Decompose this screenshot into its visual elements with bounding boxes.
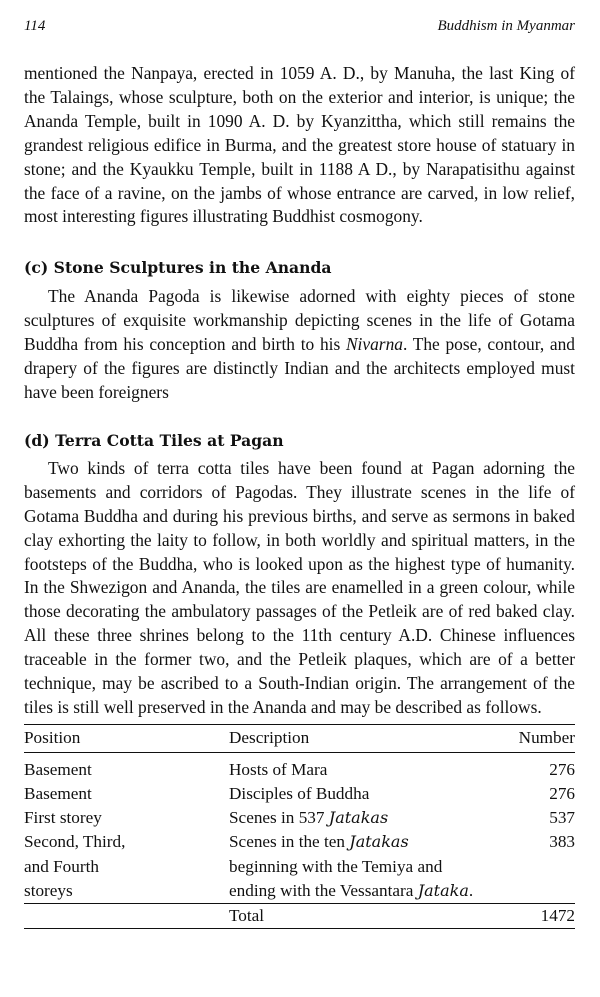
table-row <box>24 752 575 782</box>
page-header <box>24 18 575 40</box>
cell-empty <box>24 904 229 929</box>
section-c-paragraph <box>24 285 575 405</box>
cell-position-line: storeys <box>24 880 73 900</box>
cell-description-text: Scenes in the ten <box>229 832 350 852</box>
section-c-text-1: The Ananda Pagoda is likewise adorned with eighty pieces of stone sculptures of exquisite workmanship depicting scenes in the life of Gotama Buddha from his conception and birth to his <box>24 286 575 355</box>
cell-description: Disciples of Buddha <box>229 784 370 804</box>
tiles-table <box>24 724 575 929</box>
cell-number: 276 <box>549 759 575 779</box>
column-header-description: Description <box>229 724 499 752</box>
paragraph-continuation: mentioned the Nanpaya, erected in 1059 A. D., by Manuha, the last King of the Talaings, whose sculpture, both on the exterior and interior, is unique; the Ananda Temple, built in 1090 A. D. by Kyanzittha, which still remains the grandest religious edifice in Burma, and the greatest store house of statuary in stone; and the Kyaukku Temple, built in 1188 A D., by Narapatisithu against the face of a ravine, on the jambs of whose entrance are carved, in low relief, most interesting figures illustrating Buddhist cosmogony. <box>24 63 575 227</box>
table-total-row <box>24 904 575 929</box>
section-c-italic-word: Nivarna <box>345 334 403 355</box>
section-c-heading: (c) Stone Sculptures in the Ananda <box>24 258 332 278</box>
cell-description-italic: Jatakas <box>328 808 389 828</box>
cell-position <box>24 830 229 903</box>
cell-position: First storey <box>24 808 102 828</box>
table-row <box>24 782 575 806</box>
cell-number: 276 <box>549 784 575 804</box>
cell-description-line: beginning with the Temiya and <box>229 856 443 876</box>
cell-description-text: ending with the Vessantara <box>229 880 418 900</box>
column-header-position: Position <box>24 724 229 752</box>
cell-position-line: Second, Third, <box>24 832 126 852</box>
section-d-heading: (d) Terra Cotta Tiles at Pagan <box>24 430 284 450</box>
cell-description: Hosts of Mara <box>229 759 328 779</box>
cell-description <box>229 806 499 830</box>
total-label: Total <box>229 904 499 929</box>
book-page <box>24 18 575 929</box>
cell-position-line: and Fourth <box>24 856 99 876</box>
cell-number: 383 <box>549 832 575 852</box>
cell-description-line <box>229 830 499 854</box>
cell-description-text: Scenes in 537 <box>229 808 329 828</box>
cell-description <box>229 830 499 903</box>
cell-description-italic: Jataka <box>417 880 469 900</box>
section-d-paragraph: Two kinds of terra cotta tiles have been found at Pagan adorning the basements and corridors of Pagodas. They illustrate scenes in the life of Gotama Buddha and during his previous births, and serve as sermons in baked clay exhorting the laity to follow, in both worldly and spiritual matters, in the footsteps of the Buddha, who is looked upon as the highest type of humanity. In the Shwezigon and Ananda, the tiles are enamelled in a green colour, while those decorating the ambulatory passages of the Petleik are of red baked clay. All these three shrines belong to the 11th century A.D. Chinese influences traceable in the former two, and the Petleik plaques, which are of a better technique, may be ascribed to a South-Indian origin. The arrangement of the tiles is still well preserved in the Ananda and may be described as follows. <box>24 457 575 717</box>
cell-description-italic: Jatakas <box>349 832 409 852</box>
table-row <box>24 830 575 903</box>
table-row <box>24 806 575 830</box>
section-c-text-2: . The pose, contour, and drapery of the figures are distinctly Indian and the architects employed must have been foreigners <box>24 334 575 402</box>
column-header-number: Number <box>499 724 575 752</box>
cell-number: 537 <box>549 808 575 828</box>
cell-description-line <box>229 879 499 903</box>
cell-position: Basement <box>24 759 92 779</box>
cell-description-text: . <box>468 880 474 900</box>
total-value: 1472 <box>499 904 575 929</box>
running-title: Buddhism in Myanmar <box>437 18 575 34</box>
page-number: 114 <box>24 18 46 34</box>
cell-position: Basement <box>24 784 92 804</box>
table-header-row <box>24 724 575 752</box>
